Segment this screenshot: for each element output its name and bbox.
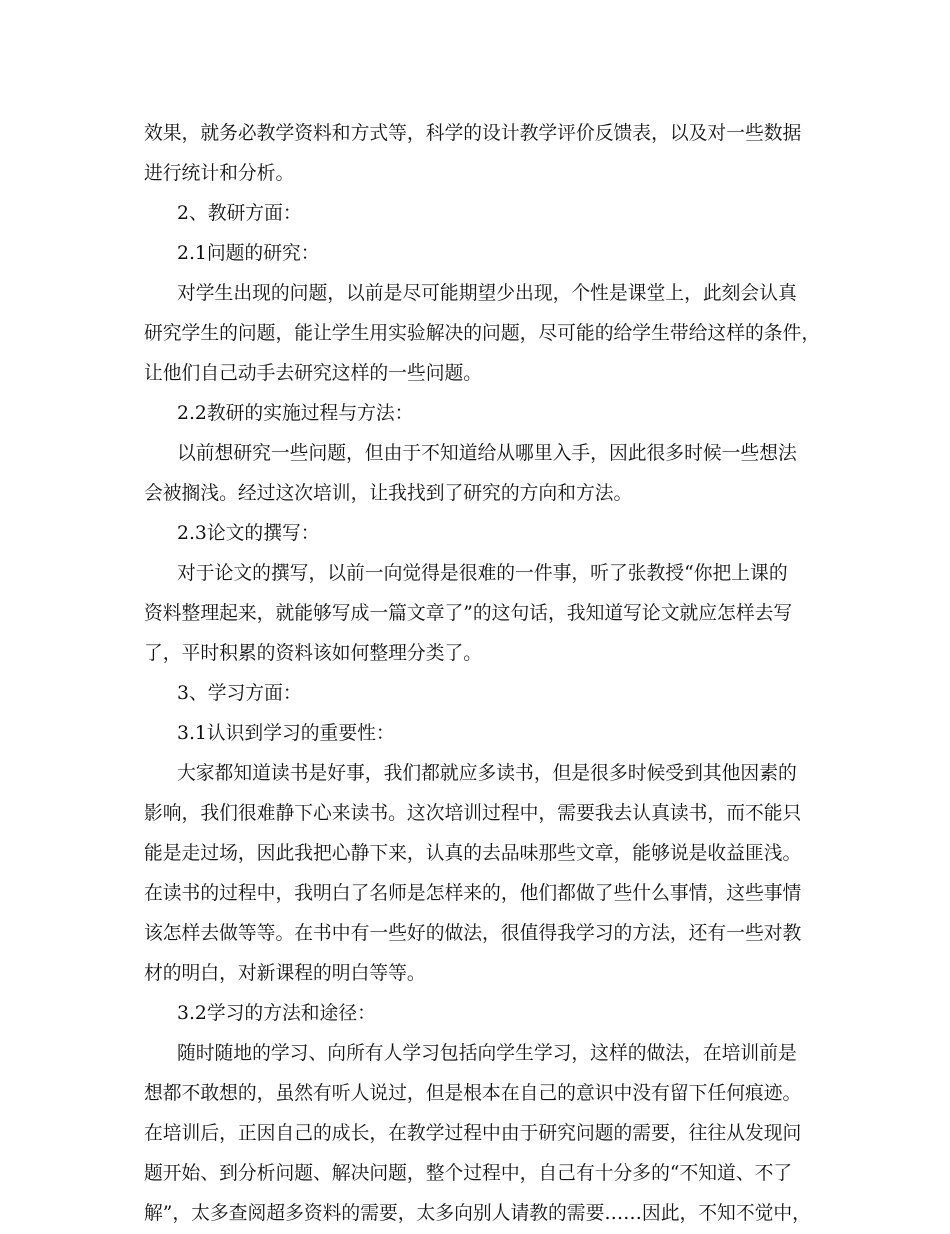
text-line: 效果，就务必教学资料和方式等，科学的设计教学评价反馈表，以及对一些数据 [144,123,802,144]
subsection-heading: 2.2教研的实施过程与方法： [177,403,414,424]
text-line: 在读书的过程中，我明白了名师是怎样来的，他们都做了些什么事情，这些事情 [144,883,802,904]
document-body [144,114,821,1234]
text-line: 让他们自己动手去研究这样的一些问题。 [144,363,483,384]
text-line: 对学生出现的问题，以前是尽可能期望少出现，个性是课堂上，此刻会认真 [177,283,797,304]
text-line: 该怎样去做等等。在书中有一些好的做法，很值得我学习的方法，还有一些对教 [144,923,802,944]
text-line: 以前想研究一些问题，但由于不知道给从哪里入手，因此很多时候一些想法 [177,443,797,464]
subsection-heading: 3.1认识到学习的重要性： [177,723,395,744]
text-line: 随时随地的学习、向所有人学习包括向学生学习，这样的做法，在培训前是 [177,1043,797,1064]
text-line: 解”，太多查阅超多资料的需要，太多向别人请教的需要……因此，不知不觉中， [144,1203,811,1224]
text-line: 题开始、到分析问题、解决问题，整个过程中，自己有十分多的“不知道、不了 [144,1163,793,1184]
text-line: 在培训后，正因自己的成长，在教学过程中由于研究问题的需要，往往从发现问 [144,1123,802,1144]
text-line: 影响，我们很难静下心来读书。这次培训过程中，需要我去认真读书，而不能只 [144,803,802,824]
subsection-heading: 2.1问题的研究： [177,243,320,264]
text-line: 资料整理起来，就能够写成一篇文章了”的这句话，我知道写论文就应怎样去写 [144,603,793,624]
section-heading: 3、学习方面： [177,683,302,704]
text-line: 会被搁浅。经过这次培训，让我找到了研究的方向和方法。 [144,483,633,504]
text-line: 想都不敢想的，虽然有听人说过，但是根本在自己的意识中没有留下任何痕迹。 [144,1083,802,1104]
subsection-heading: 3.2学习的方法和途径： [177,1003,376,1024]
section-heading: 2、教研方面： [177,203,302,224]
text-line: 了，平时积累的资料该如何整理分类了。 [144,643,483,664]
text-line: 进行统计和分析。 [144,163,295,184]
text-line: 能是走过场，因此我把心静下来，认真的去品味那些文章，能够说是收益匪浅。 [144,843,802,864]
text-line: 材的明白，对新课程的明白等等。 [144,963,426,984]
text-line: 研究学生的问题，能让学生用实验解决的问题，尽可能的给学生带给这样的条件， [144,323,821,344]
text-line: 对于论文的撰写，以前一向觉得是很难的一件事，听了张教授“你把上课的 [177,563,788,584]
subsection-heading: 2.3论文的撰写： [177,523,320,544]
text-line: 大家都知道读书是好事，我们都就应多读书，但是很多时候受到其他因素的 [177,763,797,784]
